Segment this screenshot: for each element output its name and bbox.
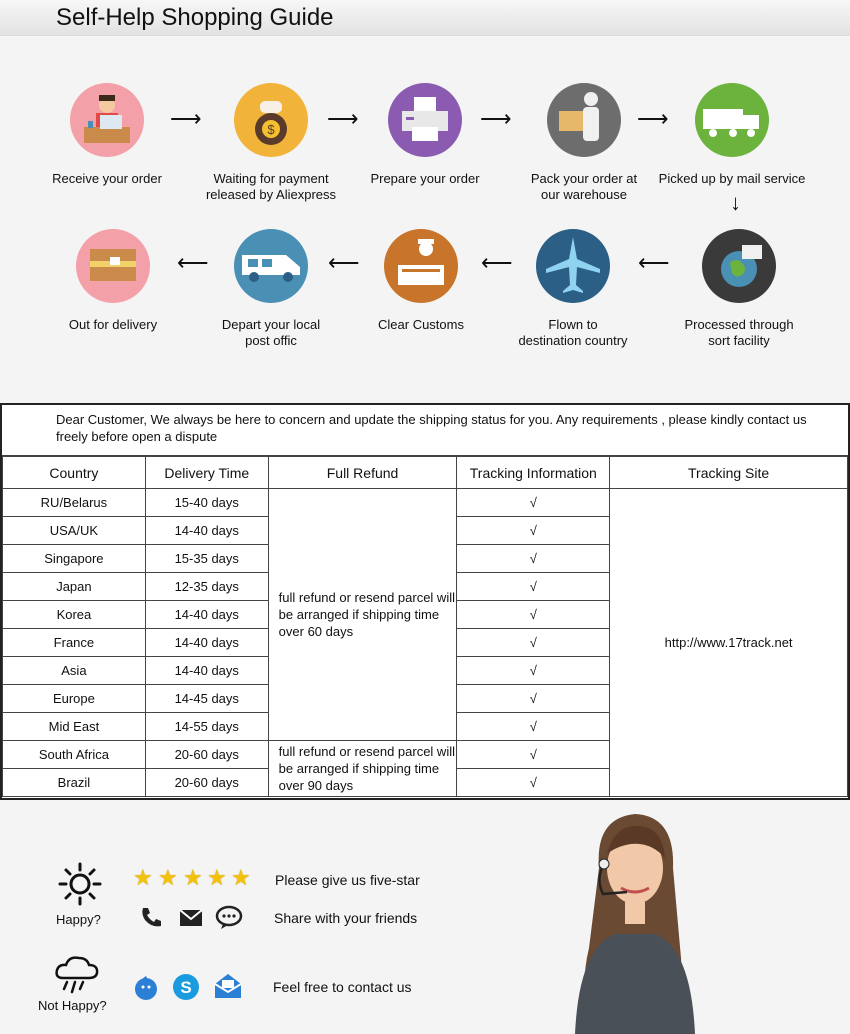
arrow-left-icon: ⟵ — [328, 250, 360, 275]
cell-country: Singapore — [3, 545, 146, 573]
envelope-icon[interactable] — [178, 904, 204, 930]
step-label: Pack your order at our warehouse — [530, 171, 638, 202]
step-label: Waiting for payment released by Aliexpress — [205, 171, 337, 202]
cell-tracking: √ — [457, 713, 610, 741]
star-icon[interactable]: ★ — [133, 865, 153, 890]
contact-text: Feel free to contact us — [273, 979, 412, 995]
star-icon[interactable]: ★ — [183, 865, 203, 890]
arrow-right-icon: ⟶ — [327, 106, 359, 131]
step-receive-order — [27, 83, 187, 187]
cell-tracking: √ — [457, 517, 610, 545]
step-label: Prepare your order — [370, 171, 480, 186]
page-title: Self-Help Shopping Guide — [56, 4, 334, 31]
cell-time: 15-40 days — [145, 489, 268, 517]
svg-text:$: $ — [267, 122, 275, 137]
step-out-for-delivery — [33, 229, 193, 333]
cell-tracking: √ — [457, 545, 610, 573]
shipping-table — [2, 456, 848, 797]
cell-tracking: √ — [457, 601, 610, 629]
step-label: Depart your local post offic — [221, 317, 321, 348]
arrow-left-icon: ⟵ — [177, 250, 209, 275]
header-full-refund: Full Refund — [268, 457, 457, 489]
cell-tracking: √ — [457, 629, 610, 657]
cell-refund-60: full refund or resend parcel will be arranged if shipping time over 60 days — [268, 489, 457, 741]
header-delivery-time: Delivery Time — [145, 457, 268, 489]
arrow-left-icon: ⟵ — [481, 250, 513, 275]
money-bag-icon — [234, 83, 308, 157]
share-text: Share with your friends — [274, 910, 418, 926]
table-header-row — [3, 457, 848, 489]
cell-time: 14-40 days — [145, 517, 268, 545]
step-label: Processed through sort facility — [684, 317, 794, 348]
header-country: Country — [3, 457, 146, 489]
cell-time: 14-55 days — [145, 713, 268, 741]
messenger-bird-icon[interactable] — [133, 975, 159, 1001]
cell-tracking: √ — [457, 769, 610, 797]
step-picked-up — [652, 83, 812, 187]
receive-order-icon — [70, 83, 144, 157]
cell-tracking: √ — [457, 741, 610, 769]
step-label: Clear Customs — [378, 317, 464, 332]
cell-tracking: √ — [457, 657, 610, 685]
table-row — [3, 489, 848, 517]
step-waiting-payment — [191, 83, 351, 203]
customs-officer-icon — [384, 229, 458, 303]
shipping-table-section — [0, 403, 850, 800]
email-icon[interactable] — [213, 972, 243, 1000]
cell-country: Korea — [3, 601, 146, 629]
happy-label: Happy? — [56, 912, 101, 927]
globe-mail-icon — [702, 229, 776, 303]
cell-time: 14-40 days — [145, 601, 268, 629]
cell-time: 20-60 days — [145, 769, 268, 797]
cell-tracking-site[interactable]: http://www.17track.net — [610, 489, 848, 797]
sun-icon — [58, 862, 102, 906]
step-prepare-order — [345, 83, 505, 187]
arrow-right-icon: ⟶ — [170, 106, 202, 131]
cell-tracking: √ — [457, 685, 610, 713]
svg-text:S: S — [180, 978, 192, 997]
cell-tracking: √ — [457, 573, 610, 601]
support-agent-image — [555, 808, 715, 1034]
cell-country: Japan — [3, 573, 146, 601]
cell-refund-90: full refund or resend parcel will be arranged if shipping time over 90 days — [268, 741, 457, 797]
star-icon[interactable]: ★ — [231, 865, 251, 890]
cell-time: 12-35 days — [145, 573, 268, 601]
step-flown — [493, 229, 653, 349]
printer-icon — [388, 83, 462, 157]
rain-cloud-icon — [53, 952, 101, 996]
box-icon — [76, 229, 150, 303]
arrow-right-icon: ⟶ — [637, 106, 669, 131]
step-depart-post-office — [191, 229, 351, 349]
arrow-left-icon: ⟵ — [638, 250, 670, 275]
cell-tracking: √ — [457, 489, 610, 517]
cell-country: Europe — [3, 685, 146, 713]
cell-time: 14-40 days — [145, 629, 268, 657]
package-worker-icon — [547, 83, 621, 157]
step-label: Receive your order — [52, 171, 162, 186]
header-tracking-site: Tracking Site — [610, 457, 848, 489]
cell-country: Mid East — [3, 713, 146, 741]
cell-time: 15-35 days — [145, 545, 268, 573]
cell-country: France — [3, 629, 146, 657]
star-icon[interactable]: ★ — [158, 865, 178, 890]
star-icon[interactable]: ★ — [207, 865, 227, 890]
step-processed — [659, 229, 819, 349]
cell-time: 14-40 days — [145, 657, 268, 685]
header-bar — [0, 0, 850, 36]
arrow-down-icon: ↓ — [730, 190, 741, 215]
step-pack-order — [504, 83, 664, 203]
arrow-right-icon: ⟶ — [480, 106, 512, 131]
cell-country: Brazil — [3, 769, 146, 797]
phone-icon[interactable] — [138, 904, 164, 930]
not-happy-label: Not Happy? — [38, 998, 107, 1013]
van-icon — [234, 229, 308, 303]
step-label: Out for delivery — [68, 317, 158, 332]
cell-country: South Africa — [3, 741, 146, 769]
customer-notice: Dear Customer, We always be here to concern and update the shipping status for you. Any requirements , please kindly contact us freely before open a dispute — [2, 405, 848, 456]
step-clear-customs — [341, 229, 501, 333]
step-label: Flown to destination country — [518, 317, 628, 348]
five-star-text: Please give us five-star — [275, 872, 420, 888]
header-tracking-information: Tracking Information — [457, 457, 610, 489]
truck-icon — [695, 83, 769, 157]
chat-icon[interactable] — [215, 904, 243, 930]
feedback-section — [0, 800, 850, 1034]
cell-time: 14-45 days — [145, 685, 268, 713]
step-label: Picked up by mail service — [658, 171, 806, 186]
skype-icon[interactable] — [172, 973, 200, 1001]
cell-country: Asia — [3, 657, 146, 685]
cell-time: 20-60 days — [145, 741, 268, 769]
airplane-icon — [536, 229, 610, 303]
cell-country: USA/UK — [3, 517, 146, 545]
cell-country: RU/Belarus — [3, 489, 146, 517]
